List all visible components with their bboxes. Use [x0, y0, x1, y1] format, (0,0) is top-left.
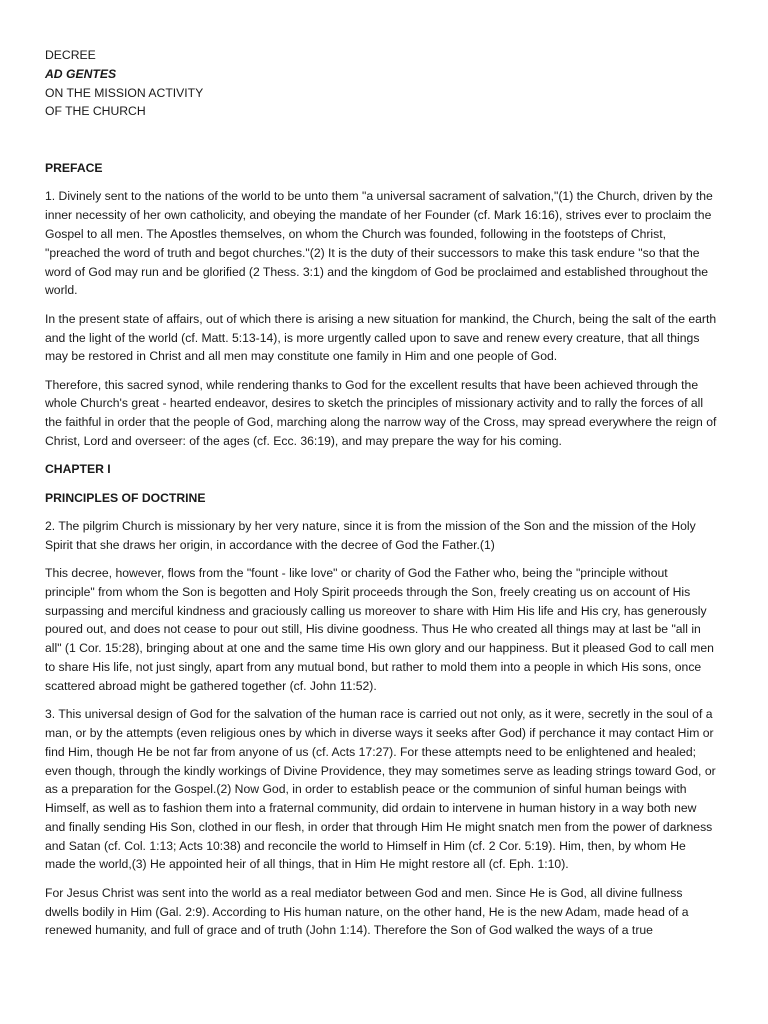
paragraph: 2. The pilgrim Church is missionary by her very nature, since it is from the mission of the Son and the mission of the Holy Spirit that she draws her origin, in accordance with the decree of God the Father.(1) — [45, 518, 696, 552]
title-ad-gentes: AD GENTES — [45, 66, 117, 81]
paragraph: Therefore, this sacred synod, while rendering thanks to God for the excellent results that have been achieved through the whole Church's great - hearted endeavor, desires to sketch the principles of missionary activity and to rally the forces of all the faithful in order that the people of God, marching along the narrow way of the Cross, may spread everywhere the reign of Christ, Lord and overseer: of the ages (cf. Ecc. 36:19), and may prepare the way for his coming. — [45, 377, 717, 449]
title-decree: DECREE — [45, 48, 96, 62]
paragraph: This decree, however, flows from the "fount - like love" or charity of God the Father who, being the "principle without principle" from whom the Son is begotten and Holy Spirit proceeds through the Son, freely creating us on account of His surpassing and merciful kindness and graciously calling us moreover to share with Him His life and His cry, has generously poured out, and does not cease to pour out still, His divine goodness. Thus He who created all things may at last be "all in all" (1 Cor. 15:28), bringing about at one and the same time His own glory and our happiness. But it pleased God to call men to share His life, not just singly, apart from any mutual bond, but rather to mold them into a people in which His sons, once scattered abroad might be gathered together (cf. John 11:52). — [45, 566, 714, 693]
paragraph: 1. Divinely sent to the nations of the world to be unto them "a universal sacrament of salvation,"(1) the Church, driven by the inner necessity of her own catholicity, and obeying the mandate of her Founder (cf. Mark 16:16), strives ever to proclaim the Gospel to all men. The Apostles themselves, on whom the Church was founded, following in the footsteps of Christ, "preached the word of truth and begot churches."(2) It is the duty of their successors to make this task endure "so that the word of God may run and be glorified (2 Thess. 3:1) and the kingdom of God be proclaimed and established throughout the world. — [45, 189, 713, 298]
paragraph: 3. This universal design of God for the salvation of the human race is carried out not only, as it were, secretly in the soul of a man, or by the attempts (even religious ones by which in diverse ways it seeks after God) if perchance it may contact Him or find Him, though He be not far from anyone of us (cf. Acts 17:27). For these attempts need to be enlightened and healed; even though, through the kindly workings of Divine Providence, they may sometimes serve as leading strings toward God, or as a preparation for the Gospel.(2) Now God, in order to establish peace or the communion of sinful human beings with Himself, as well as to fashion them into a fraternal community, did ordain to intervene in human history in a way both new and finally sending His Son, clothed in our flesh, in order that through Him He might snatch men from the power of darkness and Satan (cf. Col. 1:13; Acts 10:38) and reconcile the world to Himself in Him (cf. 2 Cor. 5:19). Him, then, by whom He made the world,(3) He appointed heir of all things, that in Him He might restore all (cf. Eph. 1:10). — [45, 707, 716, 872]
title-line-4: OF THE CHURCH — [45, 104, 146, 119]
title-line-3: ON THE MISSION ACTIVITY — [45, 85, 204, 100]
paragraph: In the present state of affairs, out of which there is arising a new situation for mankind, the Church, being the salt of the earth and the light of the world (cf. Matt. 5:13-14), is more urgently called upon to save and renew every creature, that all things may be restored in Christ and all men may constitute one family in Him and one people of God. — [45, 311, 717, 364]
chapter-heading: CHAPTER I — [45, 462, 111, 477]
document-title — [45, 46, 718, 121]
spacer — [45, 121, 718, 159]
section-heading: PRINCIPLES OF DOCTRINE — [45, 490, 206, 505]
paragraph: For Jesus Christ was sent into the world as a real mediator between God and men. Since He is God, all divine fullness dwells bodily in Him (Gal. 2:9). According to His human nature, on the other hand, He is the new Adam, made head of a renewed humanity, and full of grace and of truth (John 1:14). Therefore the Son of God walked the ways of a true — [45, 885, 689, 938]
preface-heading: PREFACE — [45, 161, 103, 176]
